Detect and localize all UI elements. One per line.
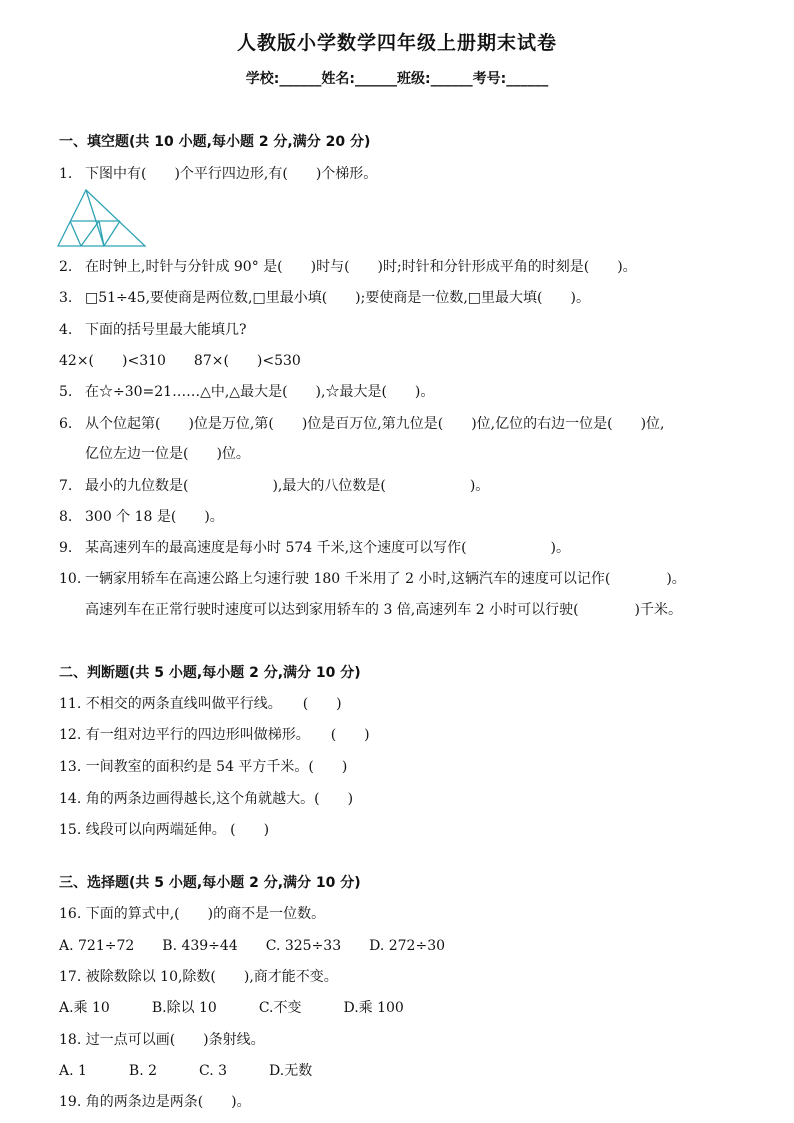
question-17: 17. 被除数除以 10,除数( ),商才能不变。 (59, 969, 338, 985)
question-text: □51÷45,要使商是两位数,□里最小填( );要使商是一位数,□里最大填( )。 (85, 290, 590, 306)
question-17-options: A.乘 10 B.除以 10 C.不变 D.乘 100 (59, 1000, 404, 1016)
question-1 (59, 163, 377, 183)
question-text: 在时钟上,时针与分针成 90° 是( )时与( )时;时针和分针形成平角的时刻是( )。 (85, 259, 637, 275)
section-title-fill-in: 一、填空题(共 10 小题,每小题 2 分,满分 20 分) (59, 134, 371, 150)
question-18-options: A. 1 B. 2 C. 3 D.无数 (59, 1063, 313, 1079)
question-5 (59, 381, 434, 401)
question-19: 19. 角的两条边是两条( )。 (59, 1094, 251, 1110)
question-text: 下图中有( )个平行四边形,有( )个梯形。 (85, 166, 378, 182)
question-13: 13. 一间教室的面积约是 54 平方千米。( ) (59, 759, 348, 775)
figure-line (70, 221, 81, 246)
question-14: 14. 角的两条边画得越长,这个角就越大。( ) (59, 791, 354, 807)
question-2 (59, 256, 637, 276)
question-9 (59, 537, 570, 557)
question-10 (59, 568, 686, 588)
question-text: 从个位起第( )位是万位,第( )位是百万位,第九位是( )位,亿位的右边一位是( )位, (85, 416, 665, 432)
triangle-subdivided-figure-icon (56, 187, 148, 249)
question-6 (59, 413, 665, 433)
question-4 (59, 319, 247, 339)
question-number: 6. (59, 416, 73, 432)
question-text: 300 个 18 是( )。 (85, 509, 224, 525)
question-number: 10. (59, 571, 82, 587)
question-15: 15. 线段可以向两端延伸。 ( ) (59, 822, 270, 838)
student-info-line: 学校:______姓名:______班级:______考号:______ (245, 71, 549, 87)
question-16-options: A. 721÷72 B. 439÷44 C. 325÷33 D. 272÷30 (59, 938, 446, 954)
question-text: 下面的括号里最大能填几? (85, 322, 247, 338)
question-10-continued: 高速列车在正常行驶时速度可以达到家用轿车的 3 倍,高速列车 2 小时可以行驶( )千米。 (85, 602, 682, 618)
question-number: 5. (59, 384, 73, 400)
question-number: 9. (59, 540, 73, 556)
question-number: 7. (59, 478, 73, 494)
question-18: 18. 过一点可以画( )条射线。 (59, 1032, 265, 1048)
question-text: 一辆家用轿车在高速公路上匀速行驶 180 千米用了 2 小时,这辆汽车的速度可以记作( )。 (85, 571, 686, 587)
question-number: 8. (59, 509, 73, 525)
question-16: 16. 下面的算式中,( )的商不是一位数。 (59, 906, 326, 922)
question-number: 4. (59, 322, 73, 338)
question-text: 在☆÷30=21……△中,△最大是( ),☆最大是( )。 (85, 384, 435, 400)
question-number: 1. (59, 166, 73, 182)
figure-line (81, 221, 99, 246)
figure-line (104, 221, 120, 246)
section-title-true-false: 二、判断题(共 5 小题,每小题 2 分,满分 10 分) (59, 665, 361, 681)
question-text: 某高速列车的最高速度是每小时 574 千米,这个速度可以写作( )。 (85, 540, 570, 556)
question-8 (59, 506, 224, 526)
question-text: 最小的九位数是( ),最大的八位数是( )。 (85, 478, 490, 494)
question-number: 3. (59, 290, 73, 306)
question-6-continued: 亿位左边一位是( )位。 (85, 446, 250, 462)
question-4-sub: 42×( )<310 87×( )<530 (59, 353, 301, 369)
question-12: 12. 有一组对边平行的四边形叫做梯形。 ( ) (59, 727, 370, 743)
question-3 (59, 287, 590, 307)
page-title: 人教版小学数学四年级上册期末试卷 (236, 32, 557, 54)
section-title-multiple-choice: 三、选择题(共 5 小题,每小题 2 分,满分 10 分) (59, 875, 361, 891)
question-11: 11. 不相交的两条直线叫做平行线。 ( ) (59, 696, 342, 712)
question-number: 2. (59, 259, 73, 275)
question-7 (59, 475, 489, 495)
